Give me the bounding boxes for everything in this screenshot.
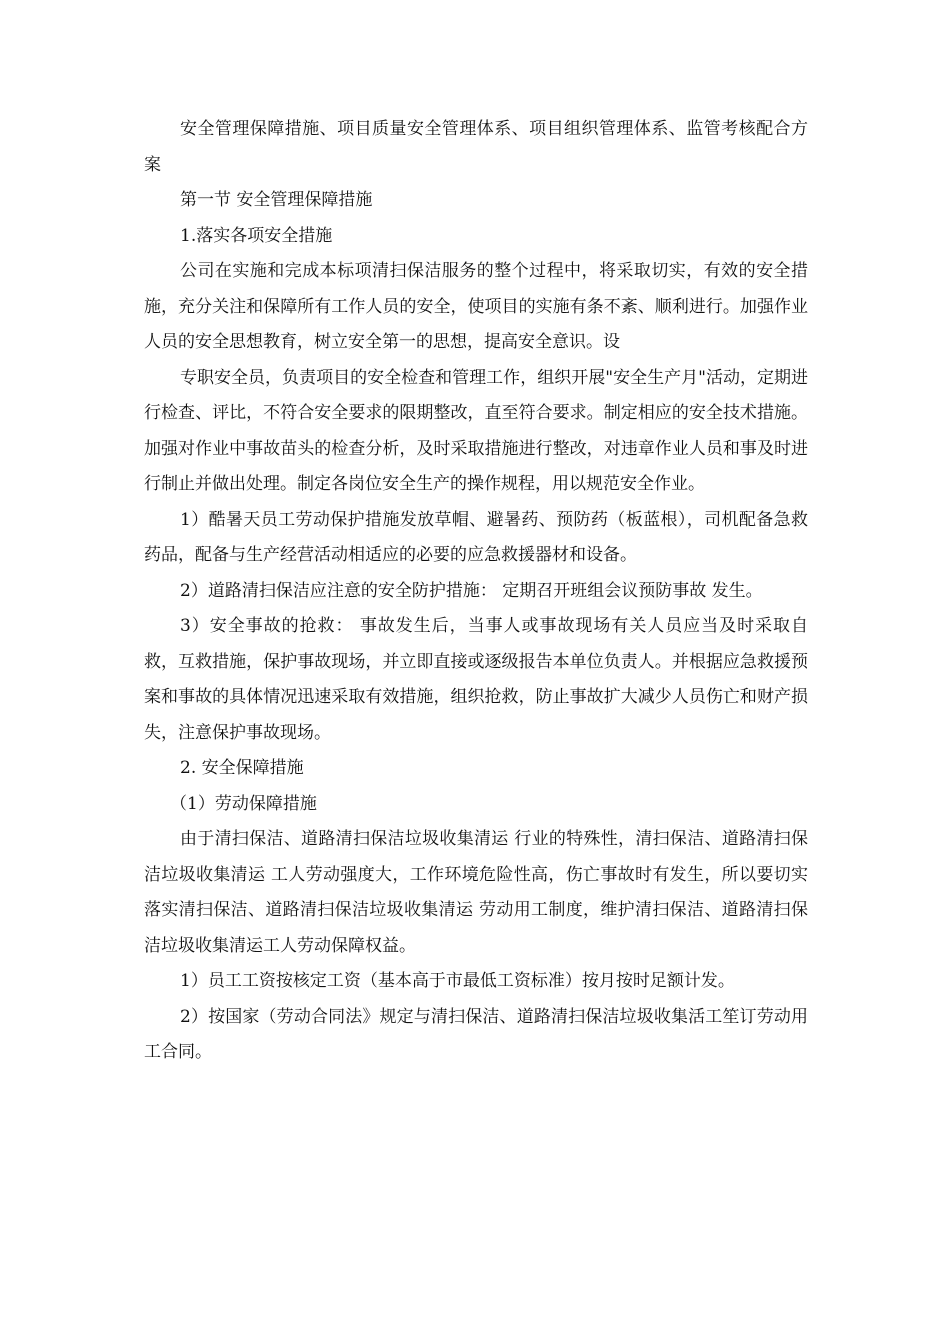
sub-subsection-heading: （1）劳动保障措施 — [170, 793, 317, 814]
list-item: 2）道路清扫保洁应注意的安全防护措施： 定期召开班组会议预防事故 发生。 — [180, 580, 763, 601]
subsection-heading: 2. 安全保障措施 — [180, 758, 304, 778]
heading-title: 安全管理保障措施、项目质量安全管理体系、项目组织管理体系、监管考核配合方案 — [144, 119, 808, 175]
subsection-heading: 1.落实各项安全措施 — [180, 225, 333, 246]
document-body — [144, 112, 808, 1071]
section-heading: 第一节 安全管理保障措施 — [180, 190, 373, 210]
list-item: 1）员工工资按核定工资（基本高于市最低工资标准）按月按时足额计发。 — [180, 971, 735, 991]
body-paragraph: 专职安全员，负责项目的安全检查和管理工作，组织开展"安全生产月"活动，定期进行检查、评比，不符合安全要求的限期整改，直至符合要求。制定相应的安全技术措施。加强对作业中事故苗头的检查分析，及时采取措施进行整改，对违章作业人员和事及时进行制止并做出处理。制定各岗位安全生产的操作规程，用以规范安全作业。 — [144, 367, 808, 494]
list-item: 1）酷暑天员工劳动保护措施发放草帽、避暑药、预防药（板蓝根），司机配备急救药品，配备与生产经营活动相适应的必要的应急救援器材和设备。 — [144, 509, 808, 565]
list-item: 2）按国家（劳动合同法》规定与清扫保洁、道路清扫保洁垃圾收集活工笙订劳动用工合同。 — [144, 1006, 808, 1062]
body-paragraph: 由于清扫保洁、道路清扫保洁垃圾收集清运 行业的特殊性，清扫保洁、道路清扫保洁垃圾收集清运 工人劳动强度大，工作环境危险性高，伤亡事故时有发生，所以要切实落实清扫保洁、道路清扫保洁垃圾收集清运 劳动用工制度，维护清扫保洁、道路清扫保洁垃圾收集清运工人劳动保障权益。 — [144, 829, 808, 956]
body-paragraph: 公司在实施和完成本标项清扫保洁服务的整个过程中，将采取切实，有效的安全措施，充分关注和保障所有工作人员的安全，使项目的实施有条不紊、顺利进行。加强作业人员的安全思想教育，树立安全第一的思想，提高安全意识。设 — [144, 261, 808, 352]
list-item: 3）安全事故的抢救： 事故发生后，当事人或事故现场有关人员应当及时采取自救，互救措施，保护事故现场，并立即直接或逐级报告本单位负责人。并根据应急救援预案和事故的具体情况迅速采取有效措施，组织抢救，防止事故扩大减少人员伤亡和财产损失，注意保护事故现场。 — [144, 616, 808, 743]
